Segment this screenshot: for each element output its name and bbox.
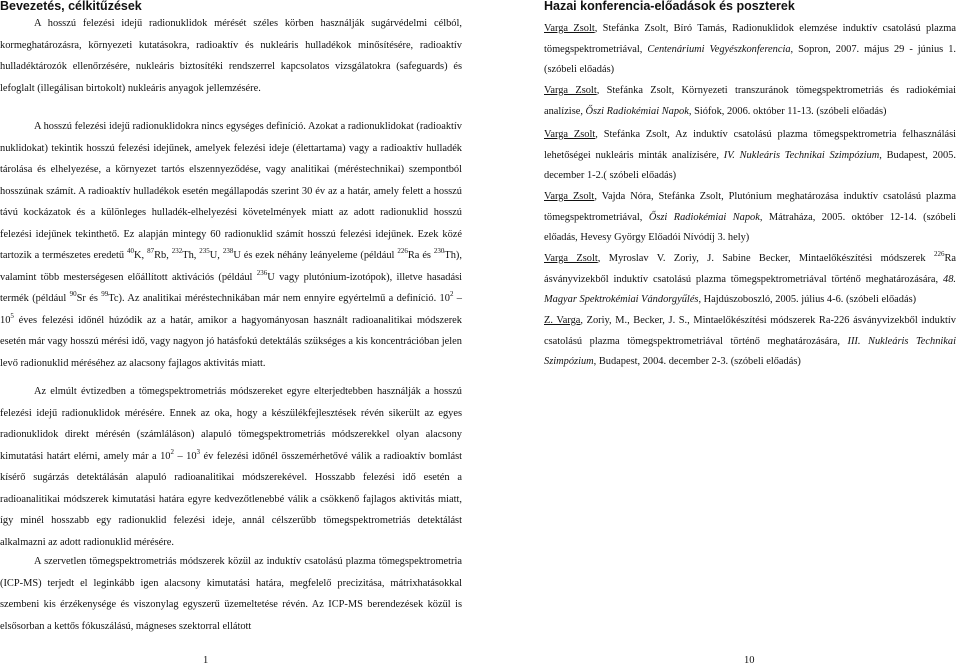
mass-spectrometry-paragraph: Az elmúlt évtizedben a tömegspektrometriás módszereket egyre elterjedtebben használják a hosszú felezési idejű radionuklidok mérésére. Ennek az oka, hogy a készülékfejlesztések révén sikerült az egyes radionuklidok direkt mérésén (számláláson) alapuló tömegspektrometriás módszerekkel olyan alacsony kimutatási határt elérni, amely már a $10^2 - 10^3$ év felezési időnél összemérhetővé válik a radioaktív bomlást kísérő sugárzás detektálásán alapuló radioanalitikai módszerekével. Hosszabb felezési idő esetén a radioanalitikai módszerek kimutatási határa egyre kedvezőtlenebbé válik a csökkenő fajlagos aktivitás miatt, így minél hosszabb egy radionuklid felezési ideje, annál célszerűbb tömegspektrometriás detektálást alkalmazni az adott radionuklid mérésére. xyxy=(0,386,463,548)
reference-item: Varga Zsolt, Vajda Nóra, Stefánka Zsolt, Plutónium meghatározása induktív csatolású plazma tömegspektrometriával, Őszi Radiokémiai Napok, Mátraháza, 2005. október 12-14. (szóbeli előadás, Hevesy György Előadói Nívódíj 3. hely) xyxy=(544,191,956,243)
reference-item: Varga Zsolt, Stefánka Zsolt, Az induktív csatolású plazma tömegspektrometria felhasználási lehetőségei nukleáris minták analízisére, IV. Nukleáris Technikai Szimpózium, Budapest, 2005. december 1-2.( szóbeli előadás) xyxy=(544,129,957,181)
reference-item: Varga Zsolt, Stefánka Zsolt, Bíró Tamás, Radionuklidok elemzése induktív csatolású plazma tömegspektrometriával, Centenáriumi Vegyészkonferencia, Sopron, 2007. május 29 - június 1. (szóbeli előadás) xyxy=(544,23,957,75)
reference-item: Varga Zsolt, Stefánka Zsolt, Környezeti transzuránok tömegspektrometriás és radiokémiai analízise, Őszi Radiokémiai Napok, Siófok, 2006. október 11-13. (szóbeli előadás) xyxy=(544,85,957,117)
reference-item: Z. Varga, Zoriy, M., Becker, J. S., Mintaelőkészítési módszerek Ra-226 ásványvizekből induktív csatolású plazma tömegspektrometriával történő meghatározására, III. Nukleáris Technikai Szimpózium, Budapest, 2004. december 2-3. (szóbeli előadás) xyxy=(544,315,956,367)
section-heading: Hazai konferencia-előadások és poszterek xyxy=(544,0,795,13)
page-number: 10 xyxy=(744,655,755,666)
reference-item: Varga Zsolt, Myroslav V. Zoriy, J. Sabine Becker, Mintaelőkészítési módszerek $^{226}$Ra ásványvizekből induktív csatolású plazma tömegspektrometriával történő meghatározására, 48. Magyar Spektrokémiai Vándorgyűlés, Hajdúszoboszló, 2005. július 4-6. (szóbeli előadás) xyxy=(544,250,956,305)
definition-paragraph: A hosszú felezési idejű radionuklidokra nincs egységes definíció. Azokat a radionuklidokat (radioaktív nuklidokat) tekintik hosszú felezési idejűnek, amelyek felezési ideje (élettartama) vagy a radioaktív hulladék tárolása és elhelyezése, a környezet tartós elszennyeződése, vagy analitikai (méréstechnikai) szempontból hosszúnak számít. A radioaktív hulladékok esetén megállapodás szerint 30 év az a határ, amely felett a hosszú távú kockázatok és a különleges hulladék-elhelyezési követelmények miatt az adott radionuklid hosszú felezési idejűnek tekinthető. Ez alapján mintegy 60 radionuklid számít hosszú felezési idejűnek. Ezek közé tartozik a természetes eredetű $^{40}$K, $^{87}$Rb, $^{232}$Th, $^{235}$U, $^{238}$U és ezek néhány leányeleme (például $^{226}$Ra és $^{230}$Th), valamint több mesterségesen előállított aktivációs (például $^{236}$U vagy plutónium-izotópok), illetve hasadási termék (például $^{90}$Sr és $^{99}$Tc). Az analitikai méréstechnikában már nem ennyire egyértelmű a definíció. $10^2 - 10^5$ éves felezési időnél húzódik az a határ, amikor a hagyományosan használt radioanalitikai módszerek esetén már vagy hosszú mérési idő, vagy nagyon jó hatásfokú detektálás szükséges a kis koncentrációban jelen levő radionuklid méréséhez az alacsony fajlagos aktivitás miatt. xyxy=(0,121,463,369)
section-heading: Bevezetés, célkitűzések xyxy=(0,0,142,13)
icp-ms-paragraph: A szervetlen tömegspektrometriás módszerek közül az induktív csatolású plazma tömegspektrometria (ICP-MS) terjedt el leginkább igen alacsony kimutatási határa, megfelelő precizitása, mátrixhatásokkal szembeni kis érzékenysége és viszonylag egyszerű üzemeltetése révén. Az ICP-MS berendezések közül is elsősorban a kettős fókuszálású, mágneses szektorral ellátott xyxy=(0,556,462,632)
intro-paragraph: A hosszú felezési idejű radionuklidok mérését széles körben használják sugárvédelmi célból, kormeghatározásra, környezeti kutatásokra, radioaktív és nukleáris hulladékok minősítésére, radioaktív hulladéktározók ellenőrzésére, nukleáris biztosítéki rendszerrel kapcsolatos vizsgálatokra (safeguards) és lefoglalt (illegálisan birtokolt) nukleáris anyagok jellemzésére. xyxy=(0,18,462,94)
page-number: 1 xyxy=(203,655,209,666)
